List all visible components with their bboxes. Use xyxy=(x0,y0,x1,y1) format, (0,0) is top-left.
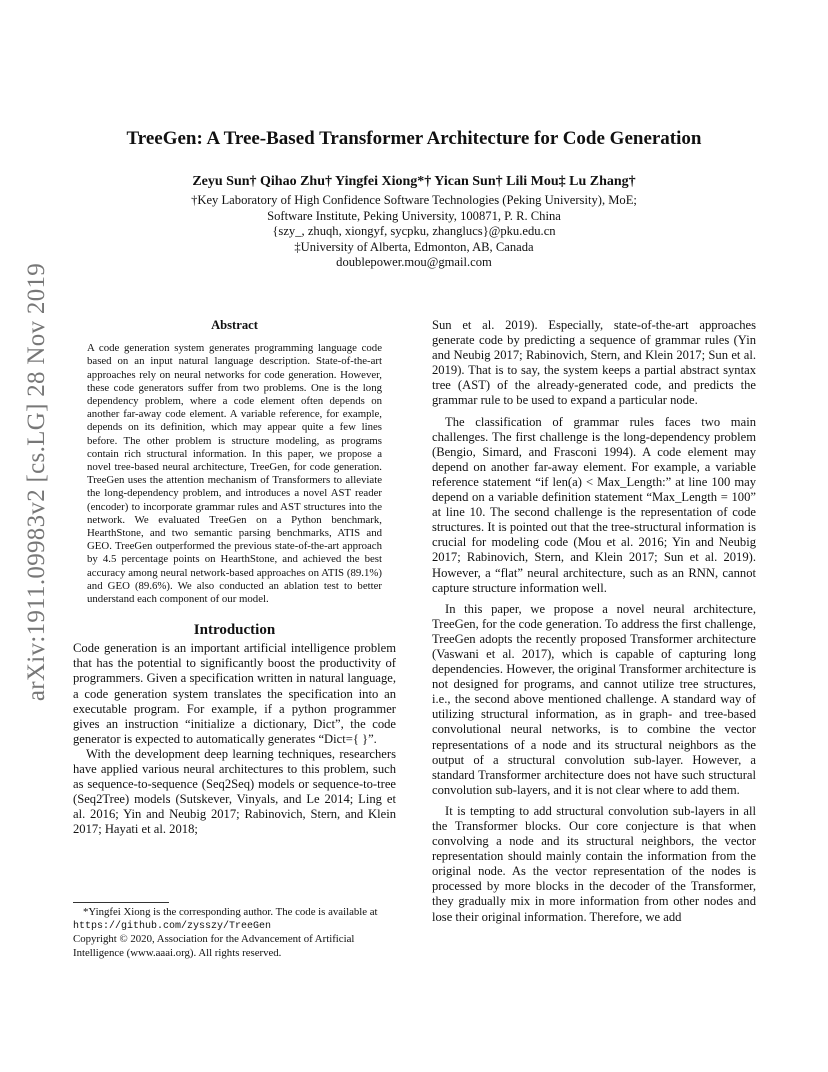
footnote-divider xyxy=(73,902,169,903)
abstract-heading: Abstract xyxy=(211,318,258,332)
copyright-notice: Copyright © 2020, Association for the Advancement of Artificial Intelligence (www.aaai.org). All rights reserved. xyxy=(73,933,355,959)
paper-title: TreeGen: A Tree-Based Transformer Architecture for Code Generation xyxy=(126,128,702,149)
affiliation-emails: {szy_, zhuqh, xiongyf, sycpku, zhanglucs}@pku.edu.cn xyxy=(272,224,556,239)
body-paragraph: It is tempting to add structural convolution sub-layers in all the Transformer blocks. Our core conjecture is that when convolving a node and its structural neighbors, the vector representation should mainly contain the information from the original node. As the vector representation of the nodes is processed by more blocks in the decoder of the Transformer, they gradually mix in more information from other nodes and lose their original information. Therefore, we add xyxy=(432,803,756,924)
abstract-text: A code generation system generates programming language code based on an input natural language description. State-of-the-art approaches rely on neural networks for code generation. However, these code generators suffer from two problems. One is the long dependency problem, where a code element often depends on another far-away code element. A variable reference, for example, depends on its definition, which may appear quite a few lines before. The other problem is structure modeling, as programs contain rich structural information. In this paper, we propose a novel tree-based neural architecture, TreeGen, for code generation. TreeGen uses the attention mechanism of Transformers to alleviate the long-dependency problem, and introduces a novel AST reader (encoder) to incorporate grammar rules and AST structures into the network. We evaluated TreeGen on a Python benchmark, HearthStone, and two semantic parsing benchmarks, ATIS and GEO. TreeGen outperformed the previous state-of-the-art approach by 4.5 percentage points on HearthStone, and achieved the best accuracy among neural network-based approaches on ATIS (89.1%) and GEO (89.6%). We also conducted an ablation test to better understand each component of our model. xyxy=(87,342,382,605)
arxiv-side-stamp xyxy=(22,262,52,702)
author-list: Zeyu Sun† Qihao Zhu† Yingfei Xiong*† Yican Sun† Lili Mou‡ Lu Zhang† xyxy=(192,174,636,189)
affiliation-email: doublepower.mou@gmail.com xyxy=(336,255,492,270)
code-url-link[interactable]: https://github.com/zysszy/TreeGen xyxy=(73,921,272,933)
affiliation-line: Software Institute, Peking University, 100871, P. R. China xyxy=(267,208,561,223)
affiliation-line: †Key Laboratory of High Confidence Software Technologies (Peking University), MoE; xyxy=(191,193,637,207)
footnotes xyxy=(73,906,396,960)
affiliation-line: ‡University of Alberta, Edmonton, AB, Canada xyxy=(294,239,534,254)
body-paragraph: Sun et al. 2019). Especially, state-of-the-art approaches generate code by predicting a sequence of grammar rules (Yin and Neubig 2017; Rabinovich, Stern, and Klein 2017; Sun et al. 2019). That is to say, the system keeps a partial abstract syntax tree (AST) of the already-generated code, and predicts the grammar rule to be used to expand a particular node. xyxy=(432,318,756,408)
introduction-heading: Introduction xyxy=(193,622,276,639)
left-column xyxy=(73,318,396,837)
body-paragraph: In this paper, we propose a novel neural architecture, TreeGen, for the code generation. To address the first challenge, TreeGen adopts the recently proposed Transformer architecture (Vaswani et al. 2017), which is capable of capturing long dependencies. However, the original Transformer architecture is not designed for programs, and cannot utilize tree structures, i.e., the second above mentioned challenge. A standard way of utilizing structural information, as in graph- and tree-based convolutional neural networks, is to combine the vector representations of a node and its structural neighbors as the output of a structural convolution sub-layer. However, a standard Transformer architecture does not have such structural convolution sub-layers, and it is not clear where to add them. xyxy=(432,601,756,797)
corresponding-author-footnote xyxy=(73,906,396,933)
affiliations xyxy=(60,193,768,271)
intro-paragraph: With the development deep learning techniques, researchers have applied various neural architectures to this problem, such as sequence-to-sequence (Seq2Seq) models or sequence-to-tree (Seq2Tree) models (Sutskever, Vinyals, and Le 2014; Ling et al. 2016; Yin and Neubig 2017; Rabinovich, Stern, and Klein 2017; Hayati et al. 2018; xyxy=(73,746,396,837)
body-paragraph: The classification of grammar rules faces two main challenges. The first challenge is the long-dependency problem (Bengio, Simard, and Frasconi 1994). A code element may depend on another far-away element. For example, a variable reference statement “if len(a) < Max_Length:” at line 100 may depend on a variable definition statement “Max_Length = 100” at line 10. The second challenge is the representation of code structures. It is pointed out that the tree-structural information is crucial for modeling code (Mou et al. 2016; Yin and Neubig 2017; Rabinovich, Stern, and Klein 2017; Sun et al. 2019). However, a “flat” neural architecture, such as an RNN, cannot capture structure information well. xyxy=(432,414,756,595)
arxiv-identifier: arXiv:1911.09983v2 [cs.LG] 28 Nov 2019 xyxy=(23,262,50,702)
footnote-text: *Yingfei Xiong is the corresponding author. The code is available at xyxy=(83,906,378,918)
right-column xyxy=(432,318,756,925)
intro-paragraph: Code generation is an important artificial intelligence problem that has the potential to significantly boost the productivity of programmers. Given a specification written in natural language, a code generation system translates the specification into an executable program. For example, if a python programmer gives an instruction “initialize a dictionary, Dict”, the code generator is expected to automatically generates “Dict={ }”. xyxy=(73,641,396,746)
